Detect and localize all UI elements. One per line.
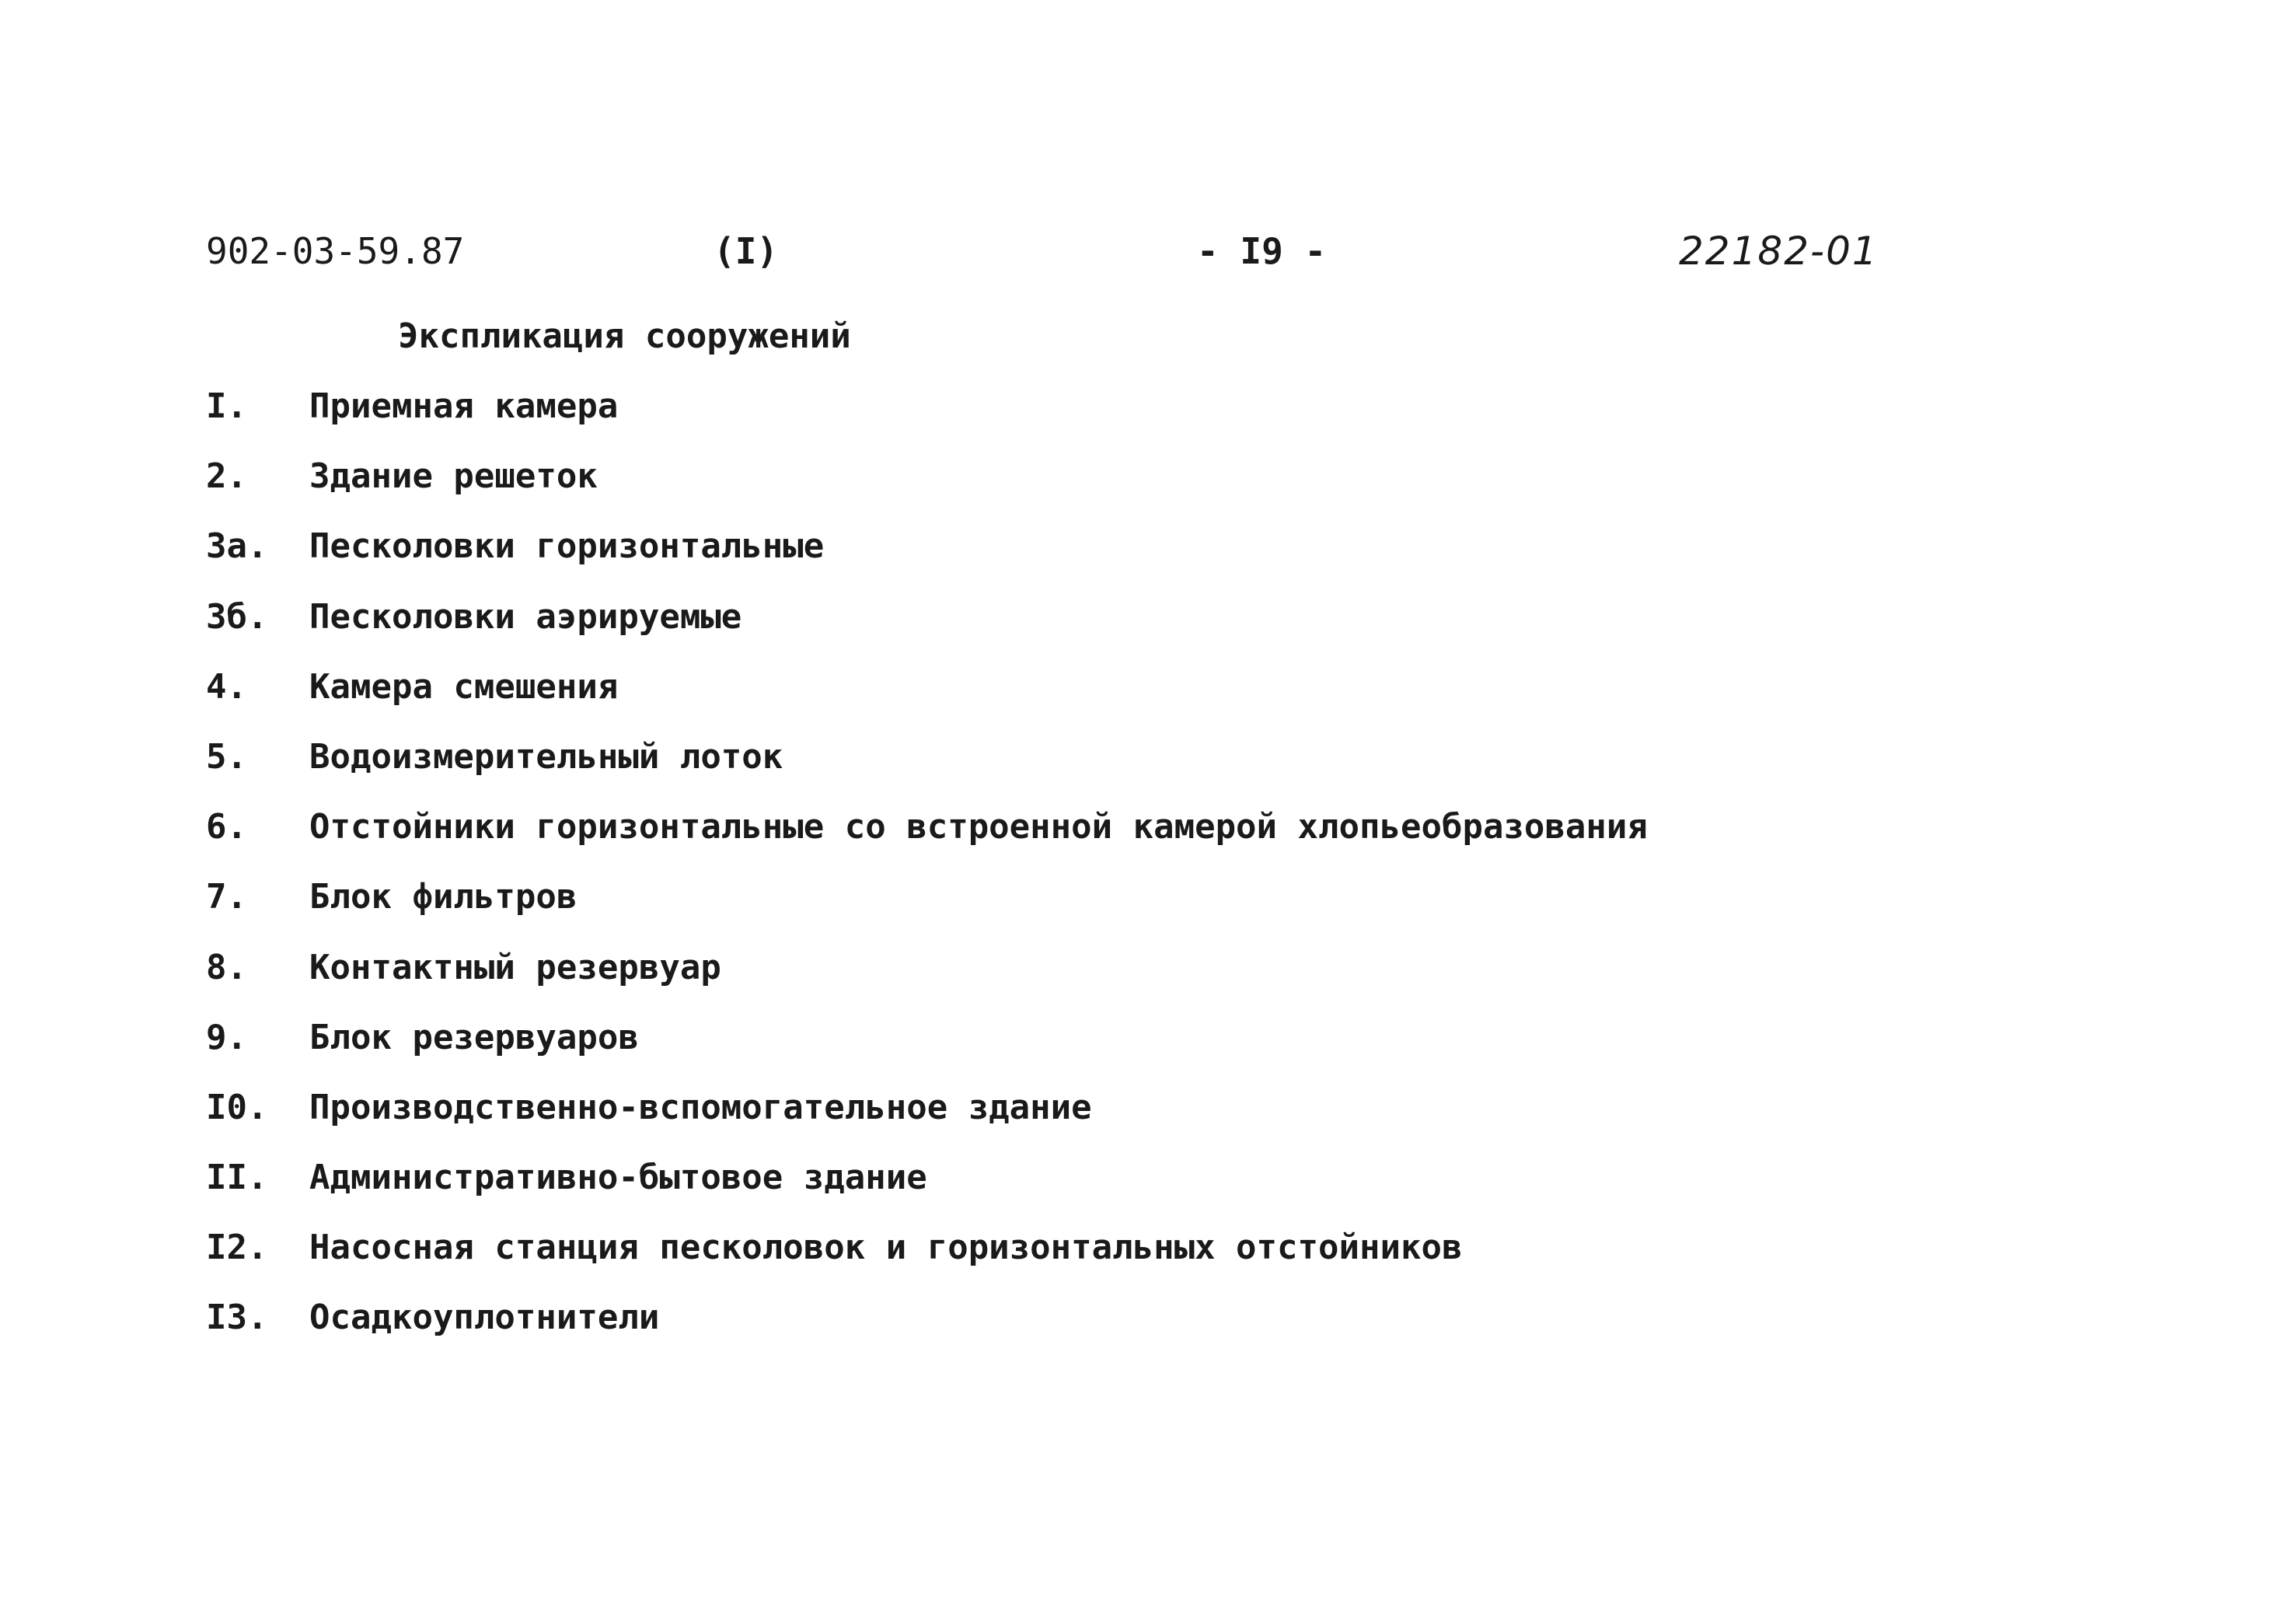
list-item — [0, 941, 2296, 1011]
list-item — [0, 660, 2296, 730]
item-number: 2. — [206, 456, 247, 497]
item-text: Песколовки аэрируемые — [309, 596, 742, 637]
item-text: Административно-бытовое здание — [309, 1158, 927, 1198]
item-text: Отстойники горизонтальные со встроенной камерой хлопьеобразования — [309, 807, 1648, 847]
item-text: Производственно-вспомогательное здание — [309, 1087, 1092, 1127]
item-number: 3а. — [206, 526, 268, 567]
list-item — [0, 449, 2296, 519]
list-item — [0, 1011, 2296, 1081]
item-number: 9. — [206, 1017, 247, 1057]
item-text: Водоизмерительный лоток — [309, 736, 783, 777]
item-text: Контактный резервуар — [309, 947, 721, 987]
section-title: Экспликация сооружений — [398, 316, 851, 356]
item-number: II. — [206, 1158, 268, 1198]
item-number: 4. — [206, 666, 247, 707]
item-number: 3б. — [206, 596, 268, 637]
list-item — [0, 1291, 2296, 1361]
item-number: 7. — [206, 877, 247, 917]
item-number: I2. — [206, 1228, 268, 1268]
item-text: Камера смешения — [309, 666, 619, 707]
item-number: I. — [206, 386, 247, 426]
item-text: Блок резервуаров — [309, 1017, 639, 1057]
page-header — [0, 224, 2296, 278]
item-number: 6. — [206, 807, 247, 847]
list-item — [0, 590, 2296, 660]
item-text: Песколовки горизонтальные — [309, 526, 825, 567]
item-text: Приемная камера — [309, 386, 619, 426]
list-item — [0, 730, 2296, 800]
list-item — [0, 1221, 2296, 1291]
list-item — [0, 1151, 2296, 1221]
list-item — [0, 800, 2296, 870]
document-code: 902-03-59.87 — [206, 230, 465, 272]
item-number: I3. — [206, 1298, 268, 1338]
list-item — [0, 379, 2296, 449]
item-text: Осадкоуплотнители — [309, 1298, 660, 1338]
item-text: Блок фильтров — [309, 877, 577, 917]
list-item — [0, 1081, 2296, 1151]
item-number: I0. — [206, 1087, 268, 1127]
page-number: - I9 - — [1197, 230, 1327, 272]
item-number: 8. — [206, 947, 247, 987]
sheet-code: 22182-01 — [1679, 229, 1879, 274]
item-number: 5. — [206, 736, 247, 777]
item-text: Здание решеток — [309, 456, 598, 497]
list-item — [0, 519, 2296, 589]
structures-list — [0, 379, 2296, 1361]
list-item — [0, 870, 2296, 940]
part-number: (I) — [714, 230, 779, 272]
item-text: Насосная станция песколовок и горизонтальных отстойников — [309, 1228, 1463, 1268]
